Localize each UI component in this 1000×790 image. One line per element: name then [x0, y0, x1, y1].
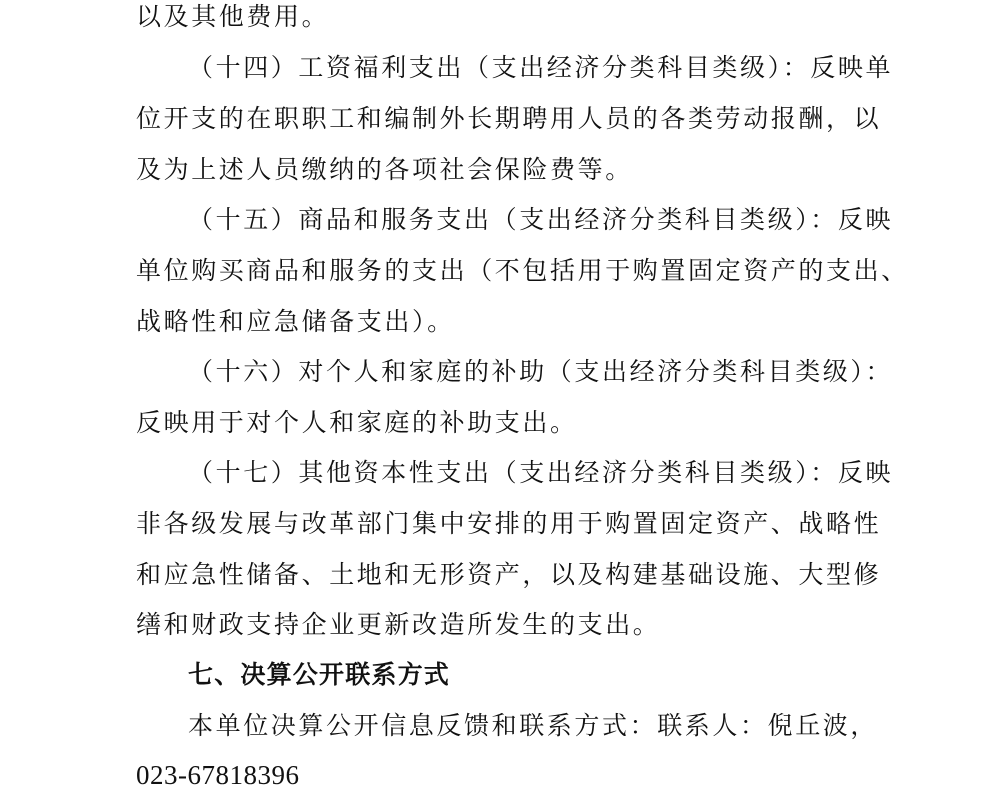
paragraph-line: 以及其他费用。	[136, 2, 330, 31]
paragraph-line: 单位购买商品和服务的支出（不包括用于购置固定资产的支出、	[136, 256, 909, 285]
section-heading: 七、决算公开联系方式	[188, 660, 451, 689]
paragraph-line: 非各级发展与改革部门集中安排的用于购置固定资产、战略性	[136, 509, 882, 538]
paragraph-line: 反映用于对个人和家庭的补助支出。	[136, 408, 578, 437]
item-17-heading-line: （十七）其他资本性支出（支出经济分类科目类级）：反映	[188, 458, 894, 487]
contact-line: 本单位决算公开信息反馈和联系方式：联系人：倪丘波，	[188, 711, 879, 740]
paragraph-line: 及为上述人员缴纳的各项社会保险费等。	[136, 155, 633, 184]
paragraph-line: 战略性和应急储备支出）。	[136, 307, 455, 336]
contact-phone: 023-67818396	[136, 760, 300, 790]
paragraph-line: 缮和财政支持企业更新改造所发生的支出。	[136, 610, 661, 639]
item-14-heading-line: （十四）工资福利支出（支出经济分类科目类级）：反映单	[188, 53, 894, 82]
paragraph-line: 和应急性储备、土地和无形资产，以及构建基础设施、大型修	[136, 560, 882, 589]
paragraph-line: 位开支的在职职工和编制外长期聘用人员的各类劳动报酬，以	[136, 104, 882, 133]
item-15-heading-line: （十五）商品和服务支出（支出经济分类科目类级）：反映	[188, 205, 894, 234]
item-16-heading-line: （十六）对个人和家庭的补助（支出经济分类科目类级）：	[188, 357, 894, 386]
